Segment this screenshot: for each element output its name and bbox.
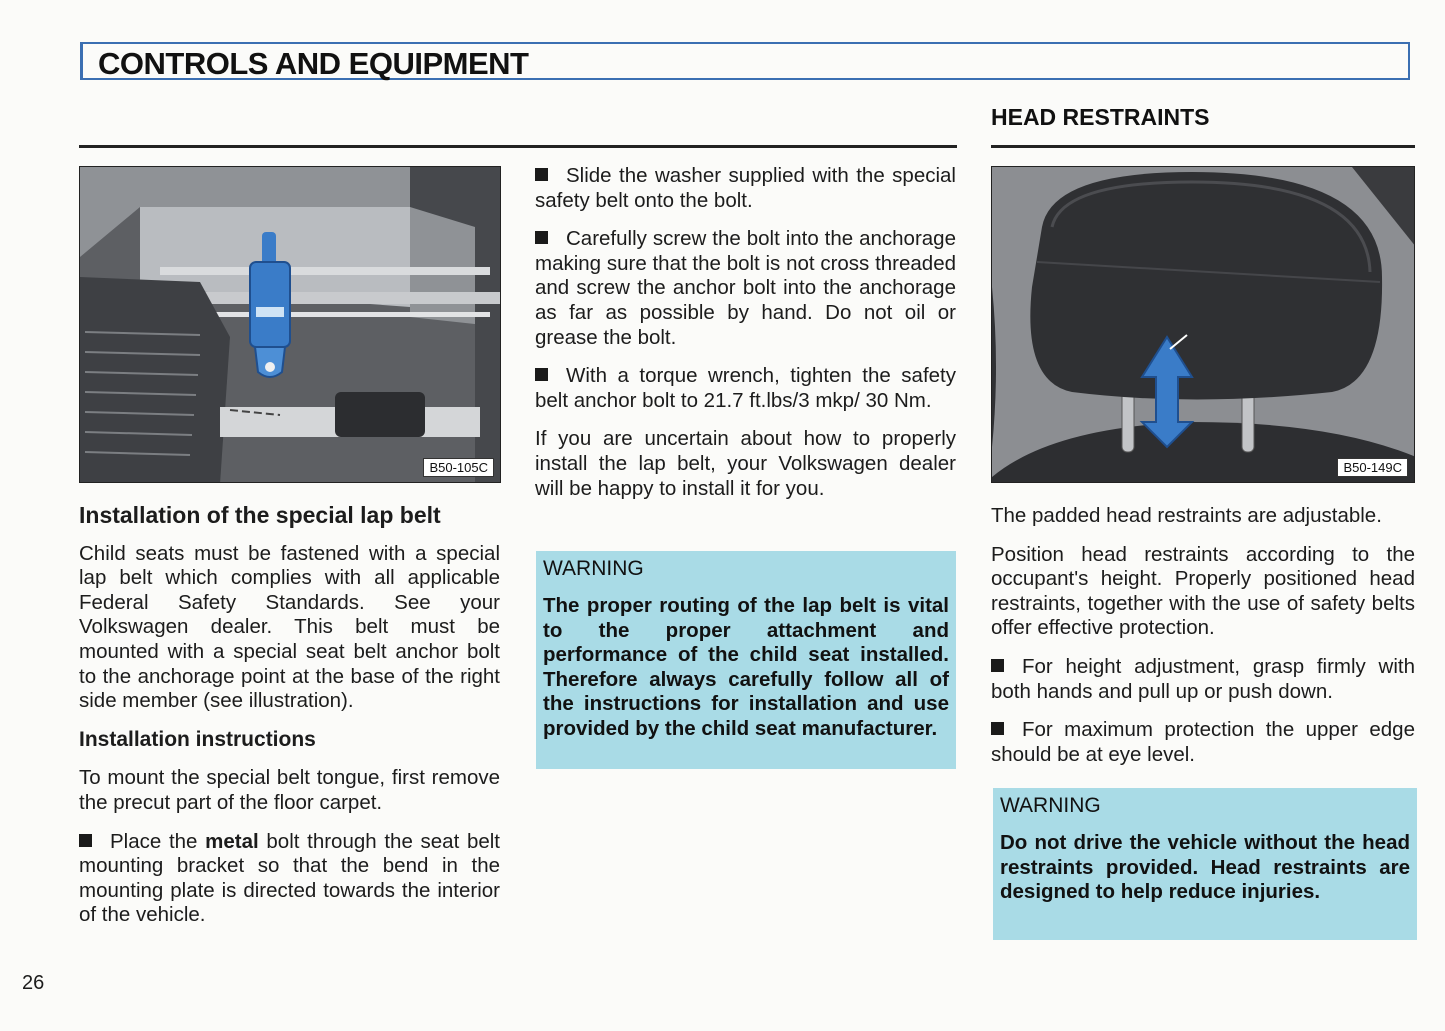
lap-belt-illustration — [79, 166, 501, 483]
right-rule — [991, 145, 1415, 148]
lap-belt-heading: Installation of the special lap belt — [79, 502, 441, 528]
figure-code-lap-belt: B50-105C — [423, 458, 494, 477]
lap-belt-intro: Child seats must be fastened with a special lap belt which complies with all applicable Federal Safety Standards. See your Volkswagen dealer. This belt must be mounted with a special seat belt anchor bolt to the anchorage point at the base of the right side member (see illustration). — [79, 541, 500, 713]
warning-box-lap-belt — [536, 551, 956, 769]
left-rule — [79, 145, 957, 148]
head-restraint-drawing — [992, 167, 1415, 483]
page-header-title: CONTROLS AND EQUIPMENT — [98, 46, 529, 81]
installation-instructions-heading: Installation instructions — [79, 727, 316, 751]
warning-title: WARNING — [1000, 794, 1101, 817]
page-number: 26 — [22, 972, 45, 994]
left-column — [79, 503, 500, 942]
warning-title: WARNING — [543, 557, 644, 580]
mount-instructions: To mount the special belt tongue, first remove the precut part of the floor carpet. — [79, 766, 500, 814]
figure-code-head-restraint: B50-149C — [1337, 458, 1408, 477]
lap-belt-drawing — [80, 167, 501, 483]
warning-text: The proper routing of the lap belt is vital to the proper attachment and performance of the child seat installed. Therefore always carefully follow all of the instructions for installation and use provided by the child seat manufacturer. — [543, 594, 949, 740]
bullet-height-adjustment: For height adjustment, grasp firmly with both hands and pull up or push down. — [991, 654, 1415, 703]
bullet-metal-bolt-after: bolt through the seat belt mounting bracket so that the bend in the mounting plate is directed towards the interior of the vehicle. — [79, 829, 500, 927]
bullet-metal-bolt-before: Place the — [110, 829, 198, 853]
bullet-metal-bolt — [79, 830, 500, 928]
bullet-torque: With a torque wrench, tighten the safety belt anchor bolt to 21.7 ft.lbs/3 mkp/ 30 Nm. — [535, 364, 956, 412]
dealer-note: If you are uncertain about how to properly install the lap belt, your Volkswagen dealer will be happy to install it for you. — [535, 427, 956, 500]
bullet-screw-bolt: Carefully screw the bolt into the anchorage making sure that the bolt is not cross threaded and screw the anchor bolt into the anchorage as far as possible by hand. Do not oil or grease the bolt. — [535, 227, 956, 349]
warning-box-head-restraints — [993, 788, 1417, 940]
head-restraint-position-text: Position head restraints according to the occupant's height. Properly positioned head restraints, together with the use of safety belts offer effective protection. — [991, 542, 1415, 640]
middle-column — [535, 164, 956, 515]
bullet-upper-edge: For maximum protection the upper edge should be at eye level. — [991, 718, 1415, 766]
head-restraint-illustration — [991, 166, 1415, 483]
warning-text: Do not drive the vehicle without the head restraints provided. Head restraints are designed to help reduce injuries. — [1000, 831, 1410, 904]
bullet-metal-bolt-bold: metal — [205, 829, 259, 853]
section-title-head-restraints: HEAD RESTRAINTS — [991, 104, 1210, 130]
right-column — [991, 504, 1415, 781]
head-restraint-intro: The padded head restraints are adjustable. — [991, 504, 1382, 527]
bullet-washer: Slide the washer supplied with the special safety belt onto the bolt. — [535, 164, 956, 212]
